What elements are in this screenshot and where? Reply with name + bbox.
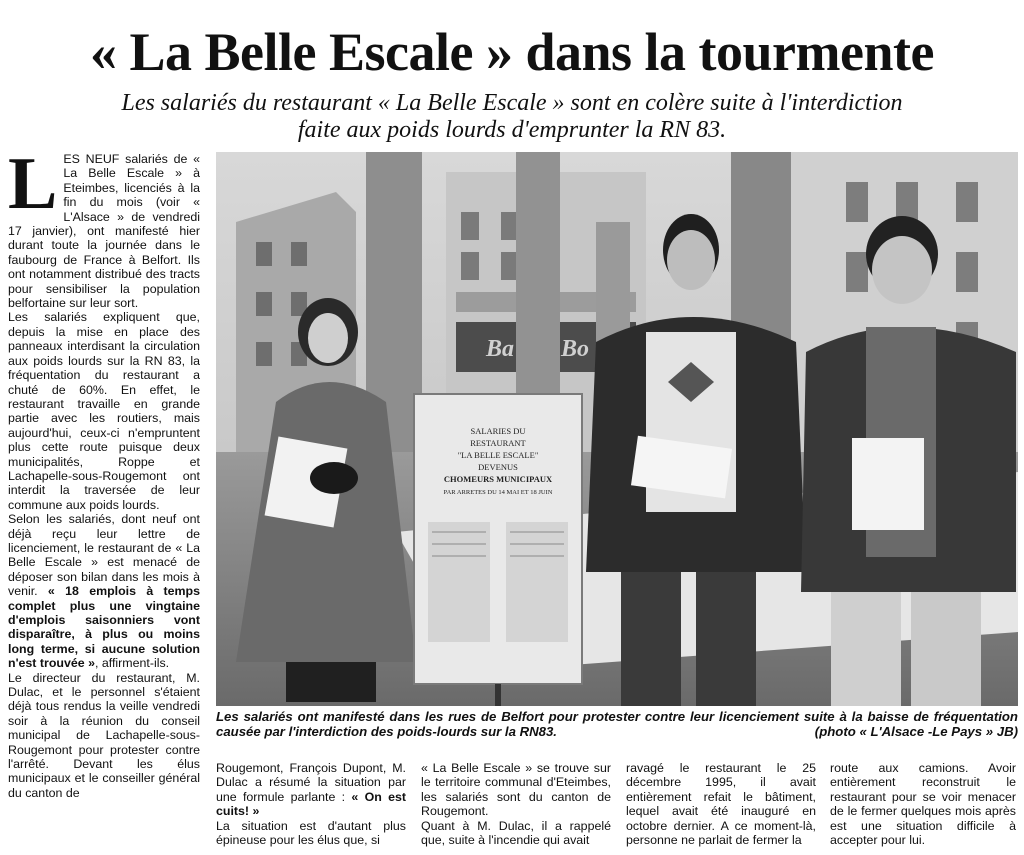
column-2-p1-start: Rougemont, François Dupont, M. Dulac a résumé la situation par une formule parlante : — [216, 761, 406, 804]
subhead-line-2: faite aux poids lourds d'emprunter la RN 83. — [297, 117, 727, 143]
subheadline — [40, 90, 984, 144]
column-4 — [626, 761, 816, 853]
column-2-quote: « On est cuits! » — [216, 789, 406, 819]
sign-line-2: RESTAURANT — [470, 438, 526, 448]
paragraph-4: Le directeur du restaurant, M. Dulac, et le personnel s'étaient déjà tous rendus la veille vendredi soir à la réunion du conseil municipal de Lachapelle-sous-Rougemont pour protester contre l'arrêté. Devant les élus municipaux et le conseiller général du canton de — [8, 670, 200, 800]
paragraph-3-start: Selon les salariés, dont neuf ont déjà reçu leur lettre de licenciement, le restaurant de « La Belle Escale » est menacé de déposer son bilan dans les mois à venir. — [8, 512, 200, 599]
storefront-sign-2: Bo — [561, 336, 590, 362]
paragraph-1: ES NEUF salariés de « La Belle Escale » à Eteimbes, licenciés à la fin du mois (voir « L'Alsace » de vendredi 17 janvier), ont manifesté hier durant toute la journée dans le faubourg de France à Belfort. Ils ont notamment distribué des tracts pour sensibiliser la population belfortaine sur leur sort. — [8, 152, 200, 311]
sign-line-5: CHOMEURS MUNICIPAUX — [443, 474, 553, 484]
paragraph-3 — [8, 512, 200, 670]
column-5 — [830, 761, 1016, 853]
column-2-paragraph-1 — [216, 761, 406, 819]
photo-credit: (photo « L'Alsace -Le Pays » JB) — [814, 724, 1018, 739]
paragraph-2: Les salariés expliquent que, depuis la mise en place des panneaux interdisant la circulation aux poids lourds sur la RN 83, la fréquentation du restaurant a chuté de 60%. En effet, le restaurant travaille en grande partie avec les routiers, mais aujourd'hui, ceux-ci n'empruntent plus cette route puisque deux municipalités, Roppe et Lachapelle-sous-Rougemont ont interdit la traversée de leur commune aux poids lourds. — [8, 310, 200, 512]
paragraph-3-quote: « 18 emplois à temps complet plus une vingtaine d'emplois saisonniers vont disparaître, à plus ou moins long terme, si aucune solution n'est trouvée » — [8, 584, 200, 671]
drop-cap: L — [8, 152, 58, 225]
sign-line-1: SALARIES DU — [470, 426, 526, 436]
column-3-paragraph-2: Quant à M. Dulac, il a rappelé que, suite à l'incendie qui avait — [421, 818, 611, 848]
sign-line-4: DEVENUS — [478, 462, 518, 472]
photo-caption — [216, 709, 1018, 739]
column-3 — [421, 761, 611, 853]
sign-line-6: PAR ARRETES DU 14 MAI ET 18 JUIN — [443, 489, 553, 496]
headline: « La Belle Escale » dans la tourmente — [90, 22, 934, 82]
storefront-sign-1: Ba — [486, 336, 515, 362]
news-photo — [216, 152, 1018, 706]
caption-text: Les salariés ont manifesté dans les rues de Belfort pour protester contre leur licenciement suite à la baisse de fréquentation causée par l'interdiction des poids-lourds sur la RN83. — [216, 709, 1018, 739]
column-3-paragraph-1: « La Belle Escale » se trouve sur le territoire communal d'Eteimbes, les salariés sont du canton de Rougemont. — [421, 761, 611, 819]
column-2 — [216, 761, 406, 853]
column-2-paragraph-2: La situation est d'autant plus épineuse pour les élus que, si — [216, 818, 406, 848]
protest-sign — [414, 394, 582, 706]
paragraph-3-end: , affirment-ils. — [94, 656, 170, 671]
subhead-line-1: Les salariés du restaurant « La Belle Escale » sont en colère suite à l'interdiction — [121, 90, 903, 116]
column-4-paragraph-1: ravagé le restaurant le 25 décembre 1995, il avait entièrement refait le bâtiment, lequel avait été inauguré en octobre dernier. A ce moment-là, personne ne parlait de fermer la — [626, 761, 816, 848]
column-5-paragraph-1: route aux camions. Avoir entièrement reconstruit le restaurant pour se voir menacer de le fermer quelques mois après est une situation difficile à accepter pour lui. — [830, 761, 1016, 848]
sign-line-3: "LA BELLE ESCALE" — [457, 450, 539, 460]
column-1 — [8, 152, 200, 852]
